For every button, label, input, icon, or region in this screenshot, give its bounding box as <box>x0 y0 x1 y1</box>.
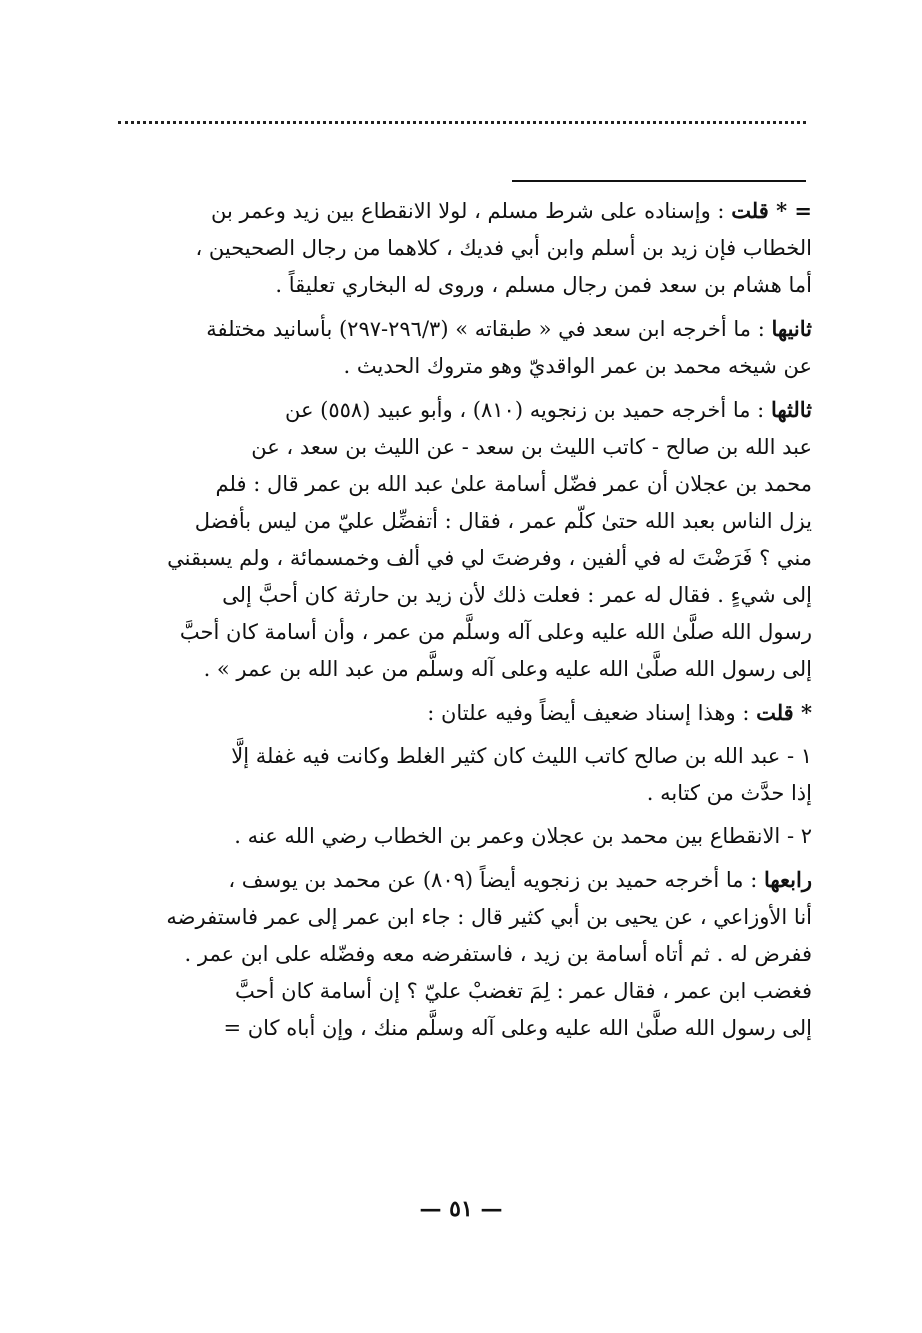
text-line: عن شيخه محمد بن عمر الواقديّ وهو متروك الحديث . <box>343 354 812 378</box>
paragraph-rabiuha <box>112 861 812 1047</box>
text-line: إلى رسول الله صلَّىٰ الله عليه وعلى آله وسلَّم من عبد الله بن عمر » . <box>203 657 812 681</box>
text-line <box>112 192 812 230</box>
text-line: عبد الله بن صالح - كاتب الليث بن سعد - عن الليث بن سعد ، عن <box>251 435 812 459</box>
page-body <box>112 192 812 1053</box>
text-line: يزل الناس بعبد الله حتىٰ كلّم عمر ، فقال : أتفضِّل عليّ من ليس بأفضل <box>194 509 812 533</box>
line-text: : وهذا إسناد ضعيف أيضاً وفيه علتان : <box>427 701 750 725</box>
paragraph-lead: = * قلت <box>731 198 812 223</box>
paragraph-item-2 <box>112 818 812 855</box>
text-line <box>112 694 812 732</box>
paragraph-lead: رابعها <box>763 867 812 892</box>
text-line: إلى رسول الله صلَّىٰ الله عليه وعلى آله وسلَّم منك ، وإن أباه كان = <box>223 1016 812 1040</box>
text-line: ٢ - الانقطاع بين محمد بن عجلان وعمر بن الخطاب رضي الله عنه . <box>234 824 812 848</box>
paragraph-thalithuha <box>112 391 812 688</box>
paragraph-lead: ثانيها <box>771 316 812 341</box>
text-line: محمد بن عجلان أن عمر فضّل أسامة علىٰ عبد الله بن عمر قال : فلم <box>215 472 812 496</box>
text-line: مني ؟ فَرَضْتَ له في ألفين ، وفرضتَ لي في ألف وخمسمائة ، ولم يسبقني <box>167 546 812 570</box>
paragraph-qult-2 <box>112 694 812 732</box>
text-line: ففرض له . ثم أتاه أسامة بن زيد ، فاستفرضه معه وفضّله على ابن عمر . <box>184 942 812 966</box>
paragraph-thaniha <box>112 310 812 385</box>
text-line <box>112 391 812 429</box>
text-line: أما هشام بن سعد فمن رجال مسلم ، وروى له البخاري تعليقاً . <box>275 273 812 297</box>
dotted-separator <box>118 121 806 124</box>
text-line: إذا حدَّث من كتابه . <box>646 781 812 805</box>
paragraph-item-1 <box>112 738 812 812</box>
paragraph-lead: ثالثها <box>770 397 812 422</box>
line-text: : ما أخرجه حميد بن زنجويه أيضاً (٨٠٩) عن محمد بن يوسف ، <box>228 868 758 892</box>
text-line: أنا الأوزاعي ، عن يحيى بن أبي كثير قال : جاء ابن عمر إلى عمر فاستفرضه <box>166 905 812 929</box>
text-line <box>112 861 812 899</box>
line-text: : وإسناده على شرط مسلم ، لولا الانقطاع بين زيد وعمر بن <box>210 199 725 223</box>
text-line: الخطاب فإن زيد بن أسلم وابن أبي فديك ، كلاهما من رجال الصحيحين ، <box>195 236 812 260</box>
text-line: إلى شيءٍ . فقال له عمر : فعلت ذلك لأن زيد بن حارثة كان أحبَّ إلى <box>222 583 812 607</box>
page-number: — ٥١ — <box>419 1196 503 1222</box>
paragraph-qult-1 <box>112 192 812 304</box>
text-line: ١ - عبد الله بن صالح كاتب الليث كان كثير الغلط وكانت فيه غفلة إلَّا <box>231 744 812 768</box>
paragraph-lead: * قلت <box>756 700 812 725</box>
text-line: فغضب ابن عمر ، فقال عمر : لِمَ تغضبْ عليّ ؟ إن أسامة كان أحبَّ <box>235 979 812 1003</box>
text-line <box>112 310 812 348</box>
footnote-separator-line <box>512 180 806 182</box>
line-text: : ما أخرجه حميد بن زنجويه (٨١٠) ، وأبو عبيد (٥٥٨) عن <box>284 398 765 422</box>
text-line: رسول الله صلَّىٰ الله عليه وعلى آله وسلَّم من عمر ، وأن أسامة كان أحبَّ <box>179 620 812 644</box>
line-text: : ما أخرجه ابن سعد في « طبقاته » (٢٩٦/٣-٢٩٧) بأسانيد مختلفة <box>206 317 765 341</box>
